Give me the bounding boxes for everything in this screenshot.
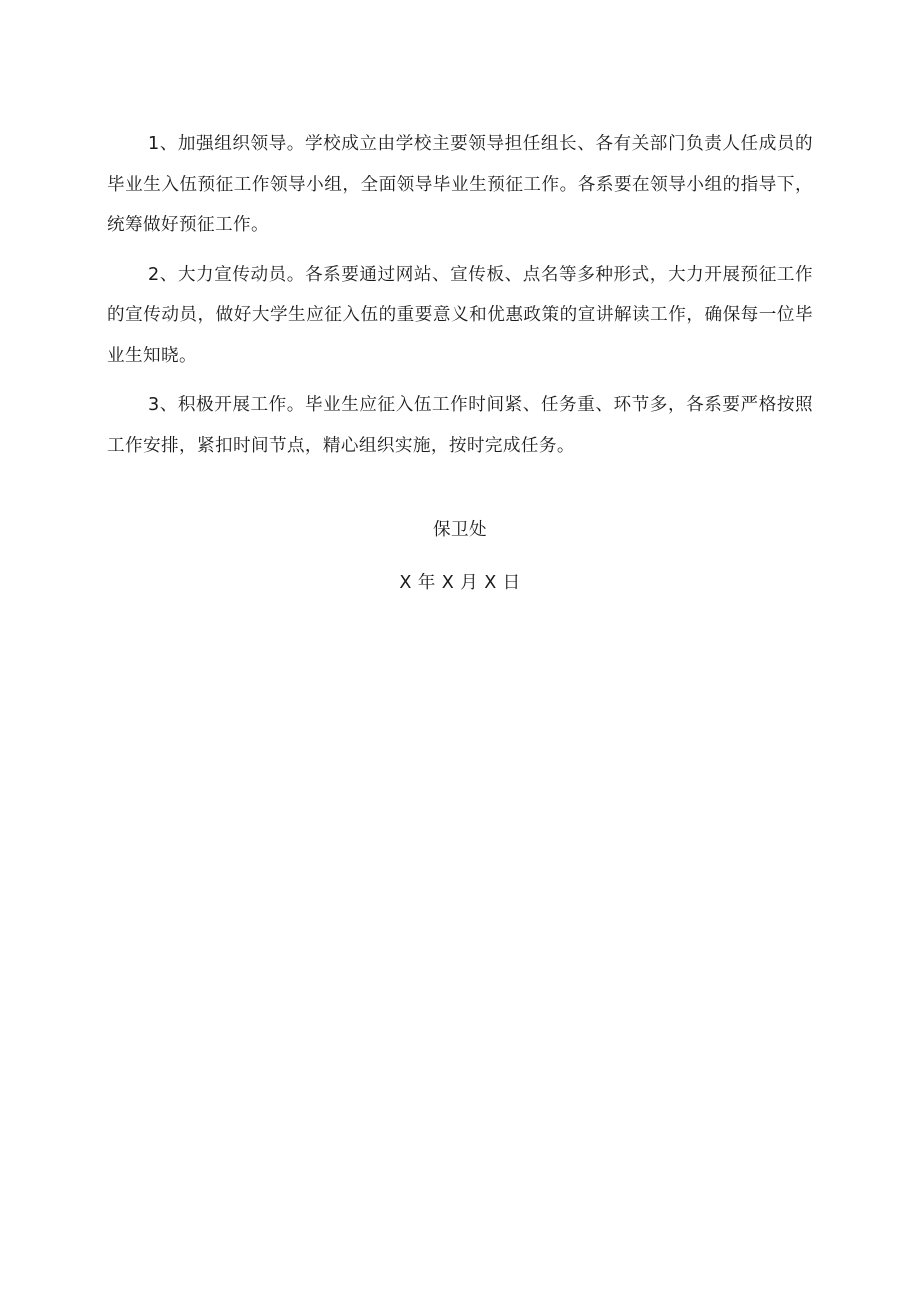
paragraph-3: 3、积极开展工作。毕业生应征入伍工作时间紧、任务重、环节多，各系要严格按照工作安排，紧扣时间节点，精心组织实施，按时完成任务。 xyxy=(107,395,813,456)
paragraph-1: 1、加强组织领导。学校成立由学校主要领导担任组长、各有关部门负责人任成员的毕业生入伍预征工作领导小组，全面领导毕业生预征工作。各系要在领导小组的指导下，统筹做好预征工作。 xyxy=(107,134,813,235)
signature-org: 保卫处 xyxy=(433,520,487,540)
document-body xyxy=(107,124,813,475)
signature-date: X 年 X 月 X 日 xyxy=(399,573,521,593)
paragraph-2: 2、大力宣传动员。各系要通过网站、宣传板、点名等多种形式，大力开展预征工作的宣传动员，做好大学生应征入伍的重要意义和优惠政策的宣讲解读工作，确保每一位毕业生知晓。 xyxy=(107,264,813,366)
